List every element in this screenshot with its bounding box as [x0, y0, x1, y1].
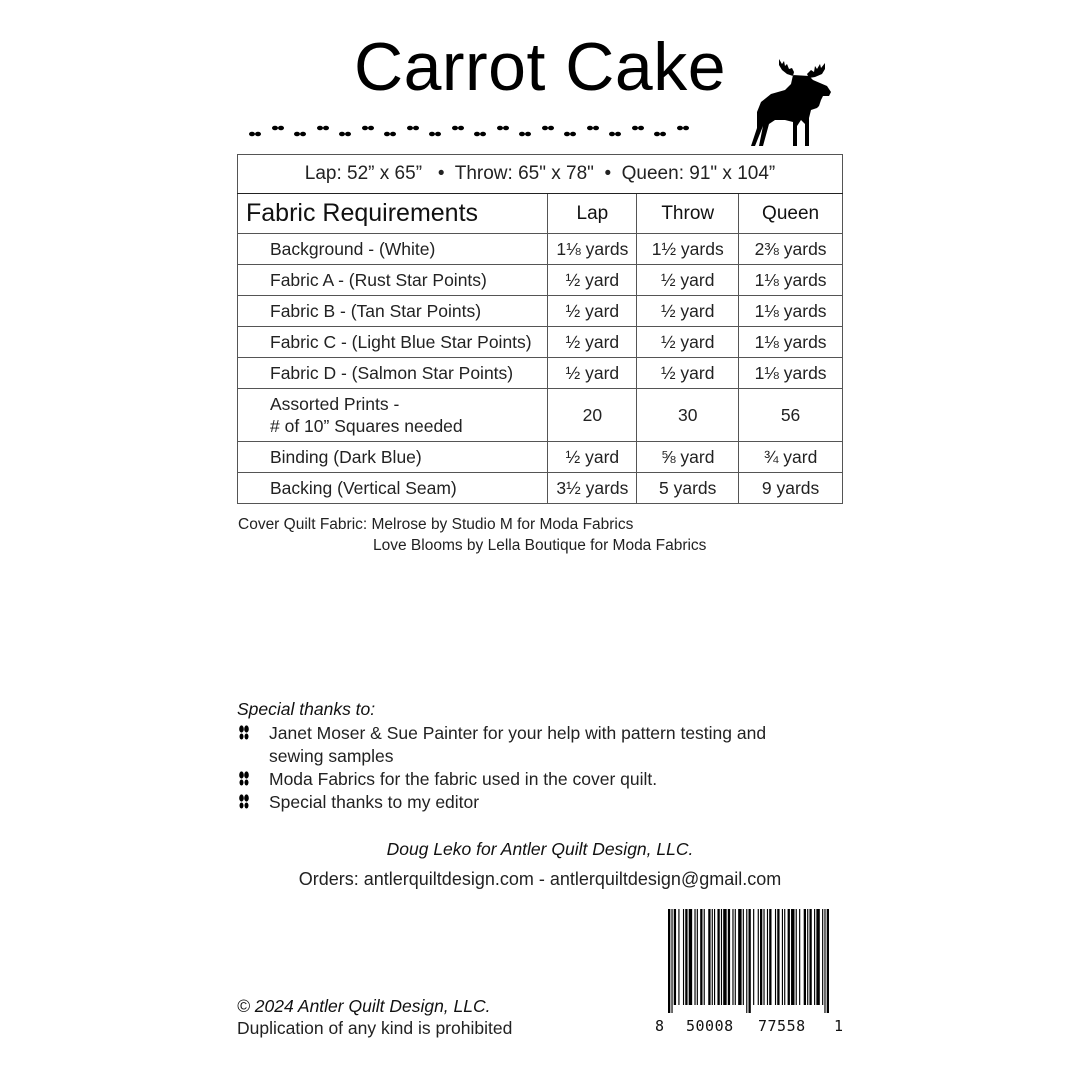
- fabric-requirements-heading: Fabric Requirements: [238, 194, 548, 234]
- row-label: Fabric B - (Tan Star Points): [238, 296, 548, 327]
- hoof-tracks-icon: [246, 122, 706, 142]
- barcode-bar: [683, 909, 684, 1005]
- barcode-bar: [763, 909, 764, 1005]
- row-label: [238, 389, 548, 442]
- barcode-bar: [712, 909, 713, 1005]
- thanks-list: [237, 722, 817, 814]
- row-label: Background - (White): [238, 234, 548, 265]
- barcode-bar: [728, 909, 730, 1005]
- barcode-bar: [721, 909, 722, 1005]
- table-row: [238, 234, 843, 265]
- hoof-print-icon: [238, 771, 250, 786]
- row-label: Fabric D - (Salmon Star Points): [238, 358, 548, 389]
- barcode-bar: [788, 909, 790, 1005]
- barcode-bar: [775, 909, 776, 1005]
- barcode-bar: [753, 909, 754, 1005]
- barcode-bar: [814, 909, 815, 1005]
- barcode-bar: [738, 909, 741, 1005]
- row-label-line2: # of 10” Squares needed: [270, 416, 463, 436]
- barcode-bar: [668, 909, 670, 1013]
- barcode-bar: [777, 909, 779, 1005]
- throw-value: ½ yard: [637, 327, 739, 358]
- cover-fabric-line-2: Love Blooms by Lella Boutique for Moda Fabrics: [373, 537, 707, 554]
- row-label: Fabric C - (Light Blue Star Points): [238, 327, 548, 358]
- barcode-bar: [822, 909, 823, 1005]
- page-title: Carrot Cake: [353, 29, 727, 105]
- barcode-bar: [704, 909, 705, 1005]
- barcode-bar: [749, 909, 751, 1013]
- thanks-title: Special thanks to:: [237, 699, 376, 719]
- table-row: [238, 389, 843, 442]
- duplication-notice: Duplication of any kind is prohibited: [237, 1018, 513, 1038]
- barcode-bar: [671, 909, 672, 1013]
- lap-value: ½ yard: [548, 358, 637, 389]
- column-queen: Queen: [739, 194, 843, 234]
- barcode-bar: [796, 909, 797, 1005]
- queen-value: 2⅜ yards: [739, 234, 843, 265]
- column-throw: Throw: [637, 194, 739, 234]
- lap-value: 20: [548, 389, 637, 442]
- row-label-line1: Assorted Prints -: [270, 394, 400, 414]
- list-item: [237, 768, 817, 791]
- barcode-bar: [824, 909, 825, 1013]
- hoof-print-icon: [238, 725, 250, 740]
- barcode-digit-first: 8: [655, 1017, 665, 1035]
- barcode-bar: [723, 909, 726, 1005]
- fabric-requirements-table: [237, 154, 843, 504]
- thanks-item-text: Janet Moser & Sue Painter for your help with pattern testing and sewing samples: [269, 723, 767, 766]
- barcode-bar: [799, 909, 800, 1005]
- throw-value: ⅝ yard: [637, 442, 739, 473]
- lap-value: ½ yard: [548, 442, 637, 473]
- moose-silhouette-icon: [748, 50, 850, 150]
- throw-value: 5 yards: [637, 473, 739, 504]
- quilt-sizes-row: [238, 155, 843, 194]
- barcode-bar: [769, 909, 771, 1005]
- throw-value: ½ yard: [637, 265, 739, 296]
- barcode-bar: [746, 909, 747, 1013]
- table-row: [238, 296, 843, 327]
- list-item: [237, 791, 817, 814]
- barcode-bar: [732, 909, 733, 1005]
- barcode-group-1: 50008: [686, 1017, 734, 1035]
- barcode-bar: [743, 909, 744, 1005]
- barcode-bar: [678, 909, 679, 1005]
- lap-value: ½ yard: [548, 265, 637, 296]
- barcode-digit-last: 1: [834, 1017, 844, 1035]
- barcode-bar: [700, 909, 702, 1005]
- table-header-row: [238, 194, 843, 234]
- queen-value: 9 yards: [739, 473, 843, 504]
- barcode-bar: [717, 909, 719, 1005]
- barcode-bar: [767, 909, 768, 1005]
- barcode-bar: [697, 909, 698, 1005]
- barcode-bar: [694, 909, 695, 1005]
- copyright-notice: © 2024 Antler Quilt Design, LLC.: [237, 996, 491, 1016]
- thanks-item-text: Moda Fabrics for the fabric used in the cover quilt.: [269, 769, 658, 789]
- barcode-bar: [804, 909, 806, 1005]
- throw-value: 1½ yards: [637, 234, 739, 265]
- queen-value: 56: [739, 389, 843, 442]
- barcode-bar: [735, 909, 736, 1005]
- barcode-bar: [827, 909, 829, 1013]
- column-lap: Lap: [548, 194, 637, 234]
- table-row: [238, 327, 843, 358]
- thanks-item-text: Special thanks to my editor: [269, 792, 480, 812]
- barcode-bar: [791, 909, 794, 1005]
- lap-value: ½ yard: [548, 327, 637, 358]
- row-label: Backing (Vertical Seam): [238, 473, 548, 504]
- table-row: [238, 265, 843, 296]
- barcode-bar: [784, 909, 785, 1005]
- lap-value: 3½ yards: [548, 473, 637, 504]
- barcode-bar: [674, 909, 676, 1005]
- row-label: Binding (Dark Blue): [238, 442, 548, 473]
- barcode-bar: [758, 909, 759, 1005]
- barcode-bar: [689, 909, 692, 1005]
- barcode-bar: [816, 909, 819, 1005]
- barcode-bar: [760, 909, 762, 1005]
- barcode-bar: [782, 909, 783, 1005]
- queen-value: 1⅛ yards: [739, 296, 843, 327]
- queen-value: 1⅛ yards: [739, 265, 843, 296]
- queen-value: 1⅛ yards: [739, 358, 843, 389]
- barcode-bar: [809, 909, 811, 1005]
- queen-value: ¾ yard: [739, 442, 843, 473]
- table-row: [238, 473, 843, 504]
- barcode-bar: [685, 909, 687, 1005]
- barcode-bar: [714, 909, 715, 1005]
- throw-value: ½ yard: [637, 296, 739, 327]
- orders-contact: Orders: antlerquiltdesign.com - antlerquiltdesign@gmail.com: [298, 869, 782, 889]
- barcode: [667, 909, 831, 1013]
- barcode-group-2: 77558: [758, 1017, 806, 1035]
- hoof-print-icon: [238, 794, 250, 809]
- throw-value: 30: [637, 389, 739, 442]
- queen-value: 1⅛ yards: [739, 327, 843, 358]
- lap-value: ½ yard: [548, 296, 637, 327]
- designer-credit: Doug Leko for Antler Quilt Design, LLC.: [386, 839, 694, 859]
- cover-fabric-line-1: Cover Quilt Fabric: Melrose by Studio M for Moda Fabrics: [238, 516, 634, 533]
- throw-value: ½ yard: [637, 358, 739, 389]
- table-row: [238, 358, 843, 389]
- barcode-bar: [708, 909, 710, 1005]
- lap-value: 1⅛ yards: [548, 234, 637, 265]
- barcode-bar: [807, 909, 808, 1005]
- quilt-sizes: Lap: 52” x 65” • Throw: 65" x 78" • Queen: 91" x 104”: [238, 155, 843, 194]
- table-row: [238, 442, 843, 473]
- row-label: Fabric A - (Rust Star Points): [238, 265, 548, 296]
- list-item: [237, 722, 817, 768]
